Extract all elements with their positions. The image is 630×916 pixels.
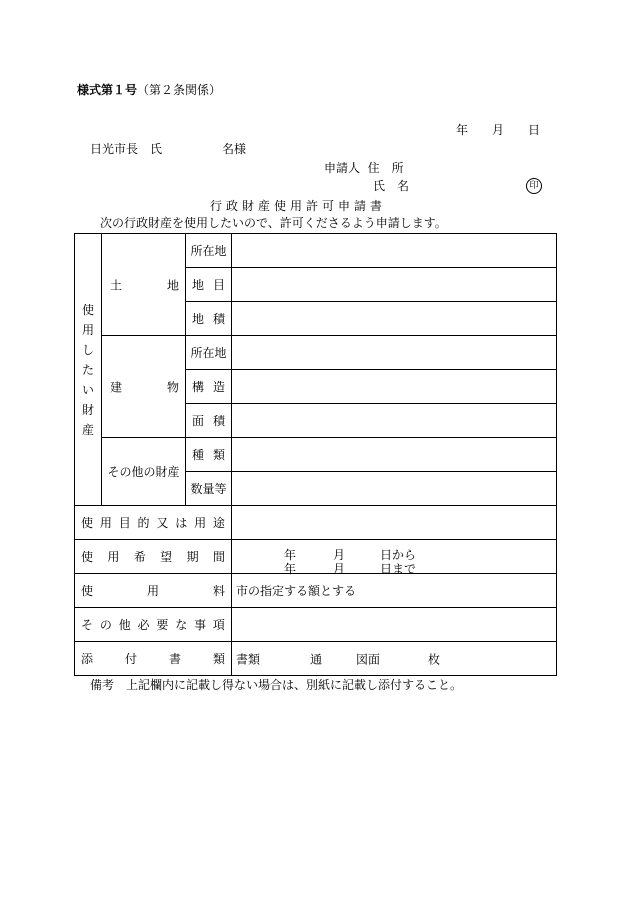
other-quantity-field[interactable]: [232, 472, 557, 506]
label-char: 途: [212, 516, 225, 530]
name-label: 氏 名: [373, 179, 410, 193]
remarks-note: 備考 上記欄内に記載し得ない場合は、別紙に記載し添付すること。: [90, 678, 463, 692]
other-kind-label: [186, 438, 232, 472]
land-location-label: 所在地: [186, 234, 232, 268]
other-kind-field[interactable]: [232, 438, 557, 472]
label-char: 書: [168, 652, 181, 666]
period-from-year: 年: [284, 548, 297, 562]
label-char: 類: [212, 448, 225, 462]
label-char: 付: [124, 652, 137, 666]
label-char: の: [99, 618, 112, 632]
label-char: 他: [118, 618, 131, 632]
label-char: 用: [99, 516, 112, 530]
fee-value: 市の指定する額とする: [232, 574, 557, 608]
label-char: 的: [137, 516, 150, 530]
label-char: 用: [107, 550, 120, 564]
land-area-field[interactable]: [232, 302, 557, 336]
label-char: 目: [118, 516, 131, 530]
application-table: [74, 233, 557, 676]
period-to-day: 日まで: [380, 562, 417, 576]
land-location-field[interactable]: [232, 234, 557, 268]
label-char: な: [175, 618, 188, 632]
label-char: 期: [186, 550, 199, 564]
building-area-label: [186, 404, 232, 438]
intro-text: 次の行政財産を使用したいので、許可くださるよう申請します。: [100, 216, 447, 230]
label-char: 用: [146, 584, 159, 598]
fee-label: [75, 574, 232, 608]
form-number-label: 様式第１号: [77, 83, 138, 97]
building-location-label: 所在地: [186, 336, 232, 370]
attach-copies-label: 通: [310, 652, 323, 666]
other-items-field[interactable]: [232, 608, 557, 642]
side-char: た: [81, 362, 94, 377]
label-char: 類: [212, 652, 225, 666]
label-char: 造: [212, 380, 225, 394]
label-char: 事: [194, 618, 207, 632]
attachments-field[interactable]: [232, 642, 557, 676]
label-char: 添: [81, 652, 94, 666]
land-type-field[interactable]: [232, 268, 557, 302]
attach-doc-label: 書類: [236, 652, 261, 666]
attachments-label: [75, 642, 232, 676]
building-area-field[interactable]: [232, 404, 557, 438]
side-char: 財: [81, 402, 94, 417]
attach-drawing-label: 図面: [356, 652, 381, 666]
label-char: 使: [81, 516, 94, 530]
label-char: 積: [212, 312, 225, 326]
label-char: 面: [192, 414, 205, 428]
period-field[interactable]: [232, 540, 557, 574]
label-char: 必: [137, 618, 150, 632]
property-side-label: [75, 234, 102, 506]
label-char: 希: [133, 550, 146, 564]
attach-sheets-label: 枚: [428, 652, 441, 666]
side-char: い: [81, 382, 94, 397]
other-property-category: [102, 438, 186, 506]
date-month: 月: [492, 123, 505, 137]
form-number: [77, 84, 221, 96]
building-left: 建: [110, 380, 123, 394]
building-structure-label: [186, 370, 232, 404]
land-type-label: [186, 268, 232, 302]
label-char: 構: [192, 380, 205, 394]
label-char: 目: [212, 278, 225, 292]
label-char: 地: [192, 278, 205, 292]
label-char: 間: [212, 550, 225, 564]
building-location-field[interactable]: [232, 336, 557, 370]
building-right: 物: [166, 380, 179, 394]
side-char: 用: [81, 322, 94, 337]
purpose-field[interactable]: [232, 506, 557, 540]
applicant-label: 申請人: [324, 161, 361, 175]
other-property-label: その他の財産: [107, 465, 180, 479]
purpose-label: [75, 506, 232, 540]
period-to-month: 月: [333, 562, 346, 576]
label-char: 積: [212, 414, 225, 428]
date-line: [456, 124, 540, 136]
label-char: は: [175, 516, 188, 530]
label-char: 又: [156, 516, 169, 530]
addressee: 日光市長 氏 名様: [90, 142, 247, 156]
land-category: [102, 234, 186, 336]
period-from-month: 月: [333, 548, 346, 562]
side-char: し: [81, 342, 94, 357]
period-to-year: 年: [284, 562, 297, 576]
land-area-label: [186, 302, 232, 336]
applicant-row: [324, 162, 404, 174]
name-row: [373, 180, 409, 192]
label-char: 要: [156, 618, 169, 632]
other-items-label: [75, 608, 232, 642]
side-char: 使: [81, 302, 94, 317]
label-char: そ: [81, 618, 94, 632]
label-char: 望: [160, 550, 173, 564]
label-char: 地: [192, 312, 205, 326]
form-relation: （第２条関係）: [137, 83, 222, 97]
label-char: 種: [192, 448, 205, 462]
label-char: 使: [81, 584, 94, 598]
date-year: 年: [456, 123, 469, 137]
date-day: 日: [528, 123, 541, 137]
other-quantity-label: 数量等: [186, 472, 232, 506]
land-left: 土: [110, 278, 123, 292]
side-char: 産: [81, 422, 94, 437]
label-char: 項: [212, 618, 225, 632]
land-right: 地: [166, 278, 179, 292]
period-label: [75, 540, 232, 574]
label-char: 料: [212, 584, 225, 598]
seal-mark: 印: [526, 178, 542, 194]
address-label: 住 所: [367, 161, 404, 175]
building-structure-field[interactable]: [232, 370, 557, 404]
building-category: [102, 336, 186, 438]
document-title: 行政財産使用許可申請書: [210, 199, 387, 213]
label-char: 用: [194, 516, 207, 530]
period-from-day: 日から: [380, 548, 417, 562]
label-char: 使: [81, 550, 94, 564]
